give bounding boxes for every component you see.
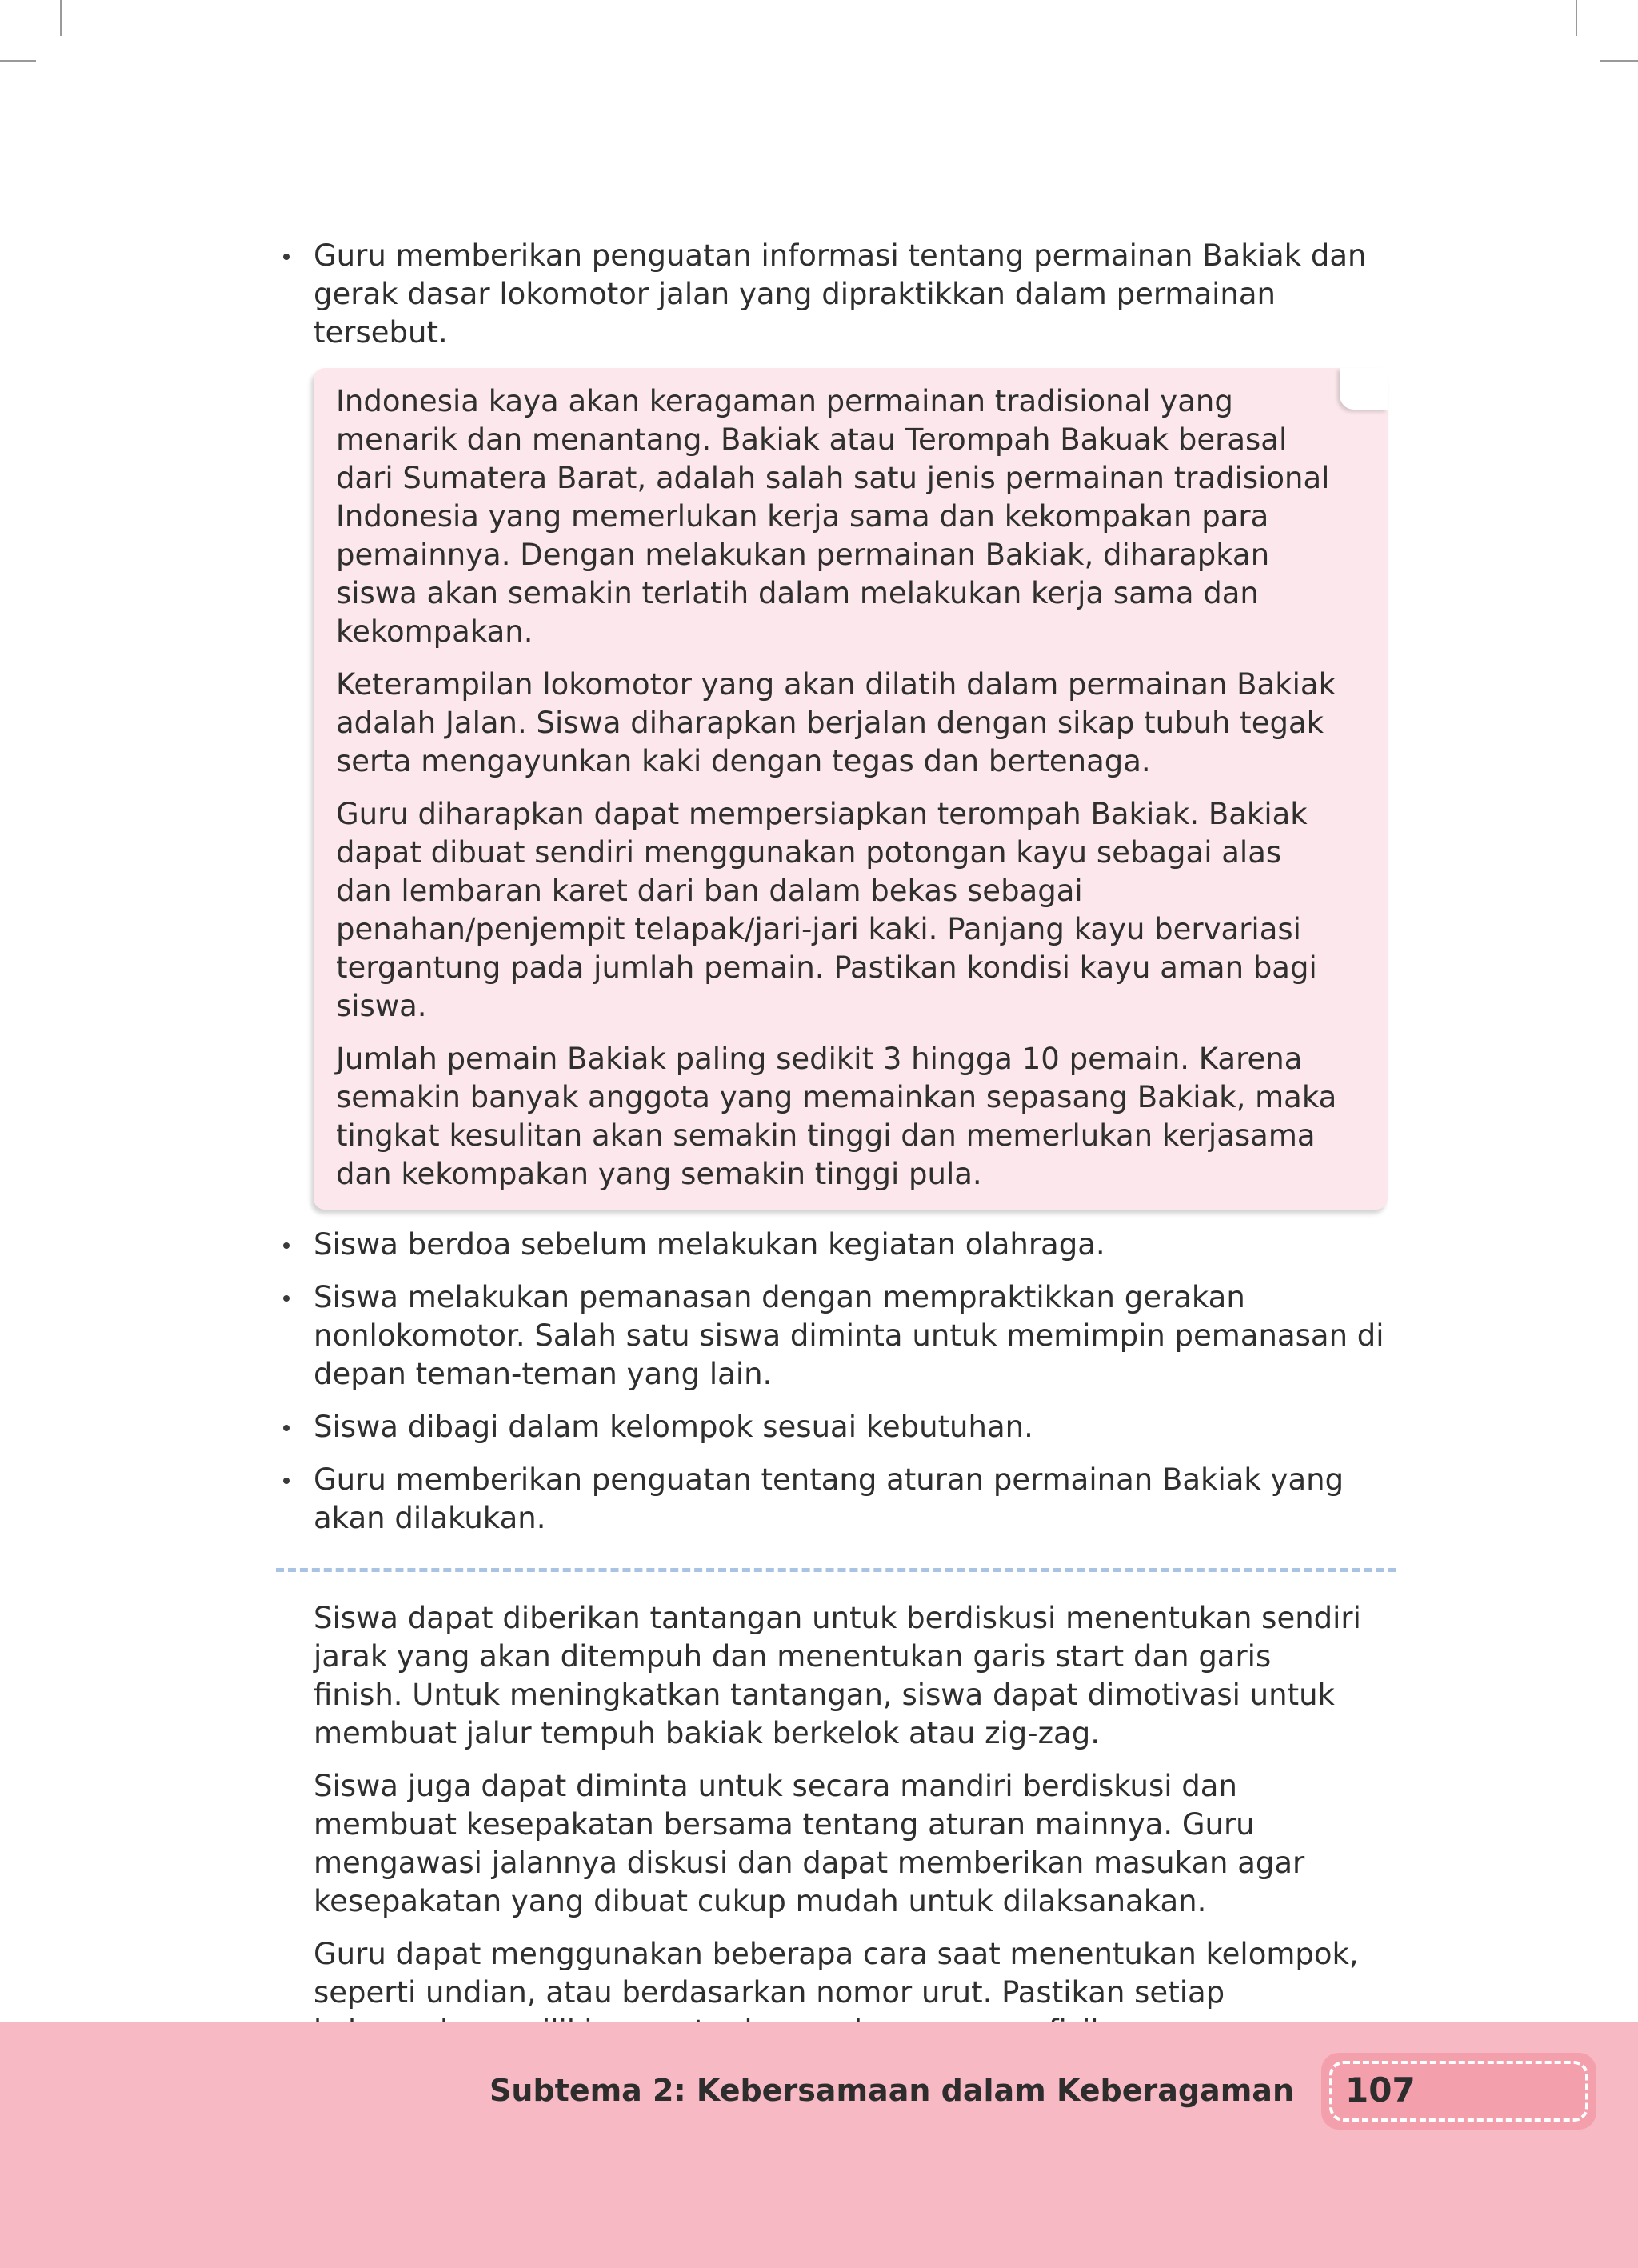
bullet-text: Siswa berdoa sebelum melakukan kegiatan olahraga. — [314, 1227, 1105, 1262]
note-paragraph: Indonesia kaya akan keragaman permainan tradisional yang menarik dan menantang. Bakiak atau Terompah Bakuak berasal dari Sumatera Barat, adalah salah satu jenis permainan tradisional Indonesia yang memerlukan kerja sama dan kekompakan para pemainnya. Dengan melakukan permainan Bakiak, diharapkan siswa akan semakin terlatih dalam melakukan kerja sama dan kekompakan. — [336, 384, 1330, 649]
dashed-divider — [276, 1568, 1396, 1572]
enrichment-section — [276, 1599, 1396, 2050]
crop-mark — [1600, 60, 1638, 62]
subtheme-title: Subtema 2: Kebersamaan dalam Keberagaman — [489, 2073, 1294, 2108]
page-content — [276, 237, 1396, 2101]
bullet-item — [276, 1461, 1396, 1538]
bullet-item — [276, 237, 1396, 352]
folded-corner — [1340, 368, 1388, 410]
enrichment-paragraph: Siswa dapat diberikan tantangan untuk berdiskusi menentukan sendiri jarak yang akan ditempuh dan menentukan garis start dan garis finish. Untuk meningkatkan tantangan, siswa dapat dimotivasi untuk membuat jalur tempuh bakiak berkelok atau zig-zag. — [314, 1601, 1361, 1750]
bullet-text: Siswa melakukan pemanasan dengan mempraktikkan gerakan nonlokomotor. Salah satu siswa diminta untuk memimpin pemanasan di depan teman-teman yang lain. — [314, 1280, 1384, 1391]
bullet-item — [276, 1226, 1396, 1264]
enrichment-paragraph: Siswa juga dapat diminta untuk secara mandiri berdiskusi dan membuat kesepakatan bersama tentang aturan mainnya. Guru mengawasi jalannya diskusi dan dapat memberikan masukan agar kesepakatan yang dibuat cukup mudah untuk dilaksanakan. — [314, 1769, 1305, 1918]
bullet-text: Guru memberikan penguatan tentang aturan permainan Bakiak yang akan dilakukan. — [314, 1462, 1344, 1535]
page-number: 107 — [1345, 2070, 1416, 2110]
teacher-note-box — [314, 368, 1388, 1210]
note-paragraph: Guru diharapkan dapat mempersiapkan terompah Bakiak. Bakiak dapat dibuat sendiri menggunakan potongan kayu sebagai alas dan lembaran karet dari ban dalam bekas sebagai penahan/penjempit telapak/jari-jari kaki. Panjang kayu bervariasi tergantung pada jumlah pemain. Pastikan kondisi kayu aman bagi siswa. — [336, 797, 1317, 1023]
note-paragraph: Jumlah pemain Bakiak paling sedikit 3 hingga 10 pemain. Karena semakin banyak anggota yang memainkan sepasang Bakiak, maka tingkat kesulitan akan semakin tinggi dan memerlukan kerjasama dan kekompakan yang semakin tinggi pula. — [336, 1042, 1337, 1191]
bullet-text: Siswa dibagi dalam kelompok sesuai kebutuhan. — [314, 1410, 1033, 1444]
note-paragraph: Keterampilan lokomotor yang akan dilatih dalam permainan Bakiak adalah Jalan. Siswa diharapkan berjalan dengan sikap tubuh tegak serta mengayunkan kaki dengan tegas dan bertenaga. — [336, 667, 1336, 778]
bullet-text: Guru memberikan penguatan informasi tentang permainan Bakiak dan gerak dasar lokomotor jalan yang dipraktikkan dalam permainan tersebut. — [314, 238, 1367, 350]
bullet-item — [276, 1408, 1396, 1446]
crop-mark — [1576, 0, 1577, 36]
bullet-item — [276, 1278, 1396, 1394]
enrichment-paragraph: Guru dapat menggunakan beberapa cara saat menentukan kelompok, seperti undian, atau berdasarkan nomor urut. Pastikan setiap — [314, 1937, 1359, 2010]
crop-mark — [0, 60, 36, 62]
crop-mark — [60, 0, 62, 36]
